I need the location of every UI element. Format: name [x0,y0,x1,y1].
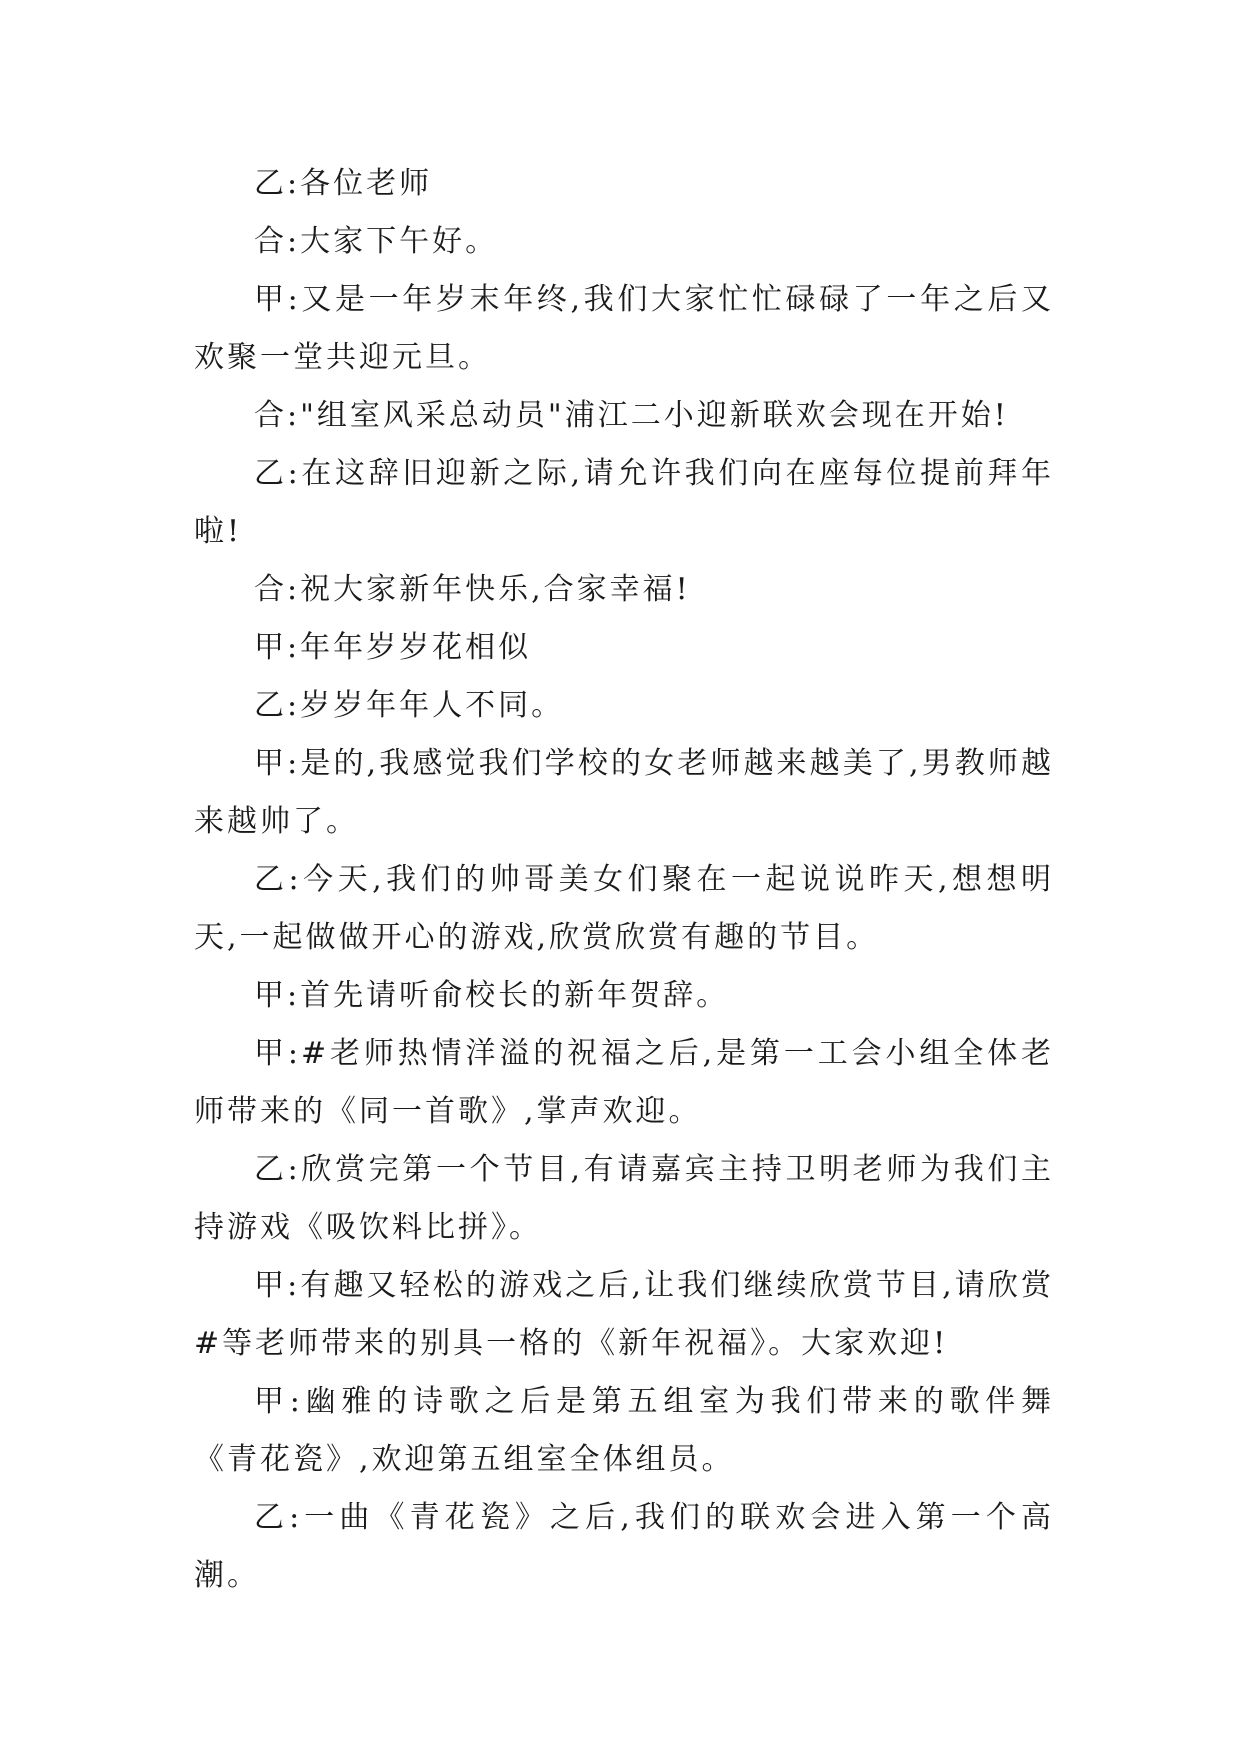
paragraph: 合:"组室风采总动员"浦江二小迎新联欢会现在开始! [254,398,1009,433]
paragraph: 甲:首先请听俞校长的新年贺辞。 [254,978,730,1013]
paragraph: 甲:幽雅的诗歌之后是第五组室为我们带来的歌伴舞《青花瓷》,欢迎第五组室全体组员。 [194,1384,1054,1477]
paragraph: 乙:一曲《青花瓷》之后,我们的联欢会进入第一个高潮。 [194,1500,1054,1593]
paragraph: 甲:有趣又轻松的游戏之后,让我们继续欣赏节目,请欣赏#等老师带来的别具一格的《新年祝福》。大家欢迎! [194,1268,1054,1361]
paragraph: 乙:在这辞旧迎新之际,请允许我们向在座每位提前拜年啦! [194,456,1054,549]
paragraph: 乙:今天,我们的帅哥美女们聚在一起说说昨天,想想明天,一起做做开心的游戏,欣赏欣赏有趣的节目。 [194,862,1054,955]
paragraph: 甲:是的,我感觉我们学校的女老师越来越美了,男教师越来越帅了。 [194,746,1054,839]
paragraph: 乙:欣赏完第一个节目,有请嘉宾主持卫明老师为我们主持游戏《吸饮料比拼》。 [194,1152,1054,1245]
paragraph: 合:大家下午好。 [254,224,499,259]
paragraph: 甲:又是一年岁末年终,我们大家忙忙碌碌了一年之后又欢聚一堂共迎元旦。 [194,282,1054,375]
paragraph: 乙:各位老师 [254,166,433,201]
paragraph: 甲:年年岁岁花相似 [254,630,532,665]
paragraph: 乙:岁岁年年人不同。 [254,688,565,723]
paragraph: 合:祝大家新年快乐,合家幸福! [254,572,691,607]
document-body [194,155,1054,1605]
paragraph: 甲:#老师热情洋溢的祝福之后,是第一工会小组全体老师带来的《同一首歌》,掌声欢迎。 [194,1036,1054,1129]
